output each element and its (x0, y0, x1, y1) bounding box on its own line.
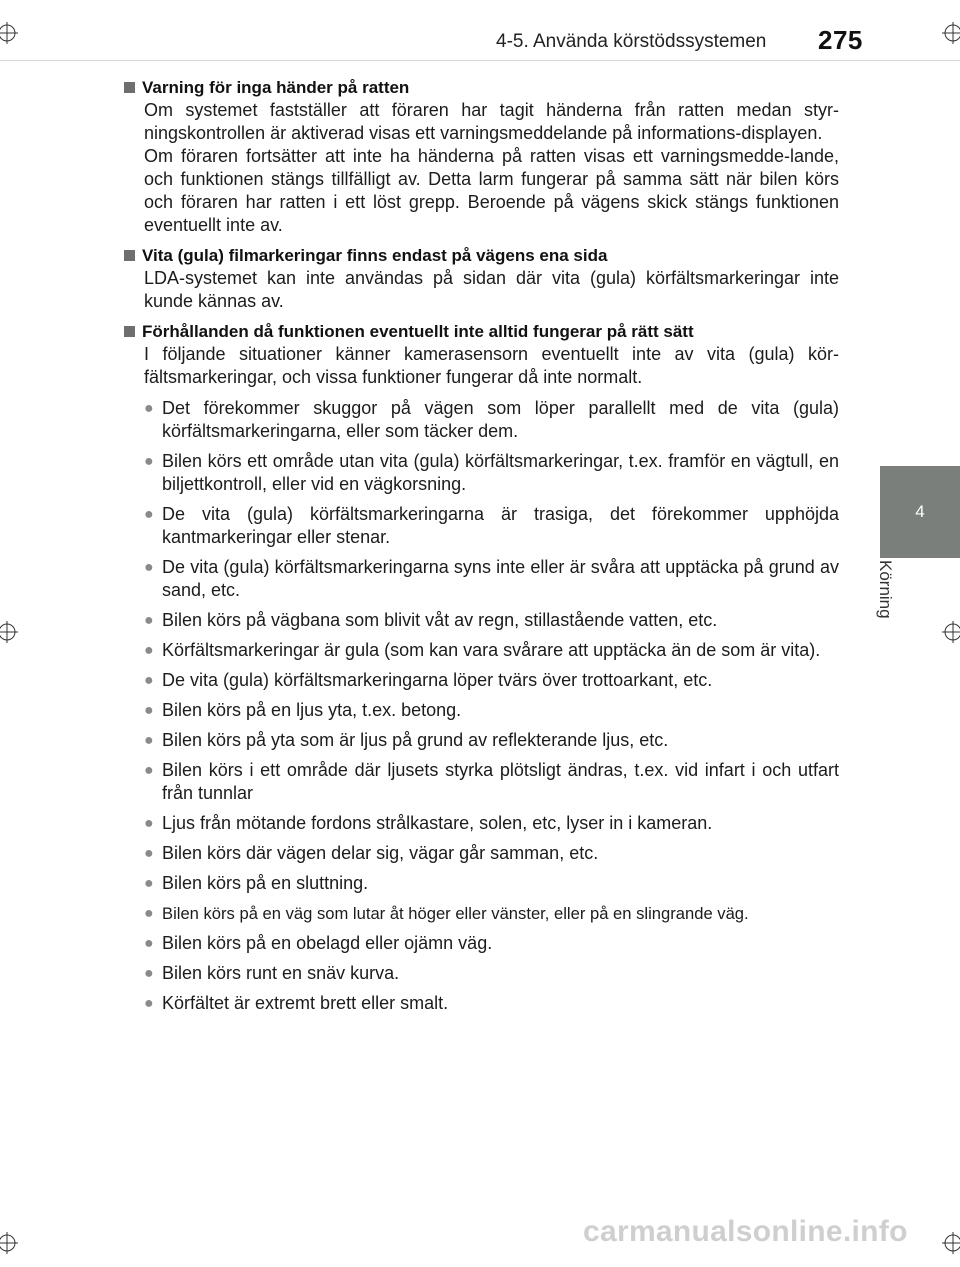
registration-mark-icon (0, 22, 18, 44)
circle-bullet-icon: ● (144, 400, 154, 417)
list-item-text: De vita (gula) körfältsmarkeringarna löper tvärs över trottoarkant, etc. (162, 670, 713, 690)
list-item (144, 609, 839, 632)
section-body (124, 99, 839, 237)
list-item (144, 699, 839, 722)
section-heading (124, 244, 839, 267)
chapter-number: 4 (915, 502, 925, 521)
circle-bullet-icon: ● (144, 559, 154, 576)
circle-bullet-icon: ● (144, 845, 154, 862)
paragraph: LDA-systemet kan inte användas på sidan där vita (gula) körfältsmarkeringar inte kunde kännas av. (144, 268, 839, 311)
list-item-text: De vita (gula) körfältsmarkeringarna syns inte eller är svåra att upptäcka på grund av sand, etc. (162, 557, 839, 600)
list-item (144, 503, 839, 549)
circle-bullet-icon: ● (144, 506, 154, 523)
watermark: carmanualsonline.info (583, 1215, 908, 1248)
list-item-text: De vita (gula) körfältsmarkeringarna är trasiga, det förekommer upphöjda kantmarkeringar eller stenar. (162, 504, 839, 547)
list-item-text: Bilen körs runt en snäv kurva. (162, 963, 400, 983)
list-item-text: Bilen körs på en ljus yta, t.ex. betong. (162, 700, 462, 720)
list-item-text: Bilen körs på en väg som lutar åt höger eller vänster, eller på en slingrande väg. (162, 904, 749, 923)
list-item (144, 962, 839, 985)
circle-bullet-icon: ● (144, 453, 154, 470)
conditions-list (124, 397, 839, 1015)
list-item-text: Bilen körs på vägbana som blivit våt av regn, stillastående vatten, etc. (162, 610, 718, 630)
registration-mark-icon (0, 1232, 18, 1254)
paragraph: I följande situationer känner kamerasensorn eventuellt inte av vita (gula) kör-fältsmarkeringar, och vissa funktioner fungerar då inte normalt. (144, 344, 839, 387)
square-bullet-icon (124, 82, 135, 93)
circle-bullet-icon: ● (144, 732, 154, 749)
list-item (144, 556, 839, 602)
square-bullet-icon (124, 250, 135, 261)
list-item (144, 842, 839, 865)
paragraph: Om systemet fastställer att föraren har tagit händerna från ratten medan styr-ningskontrollen är aktiverad visas ett varningsmeddelande på informations-displayen. (144, 100, 839, 143)
section-heading (124, 320, 839, 343)
circle-bullet-icon: ● (144, 875, 154, 892)
circle-bullet-icon: ● (144, 935, 154, 952)
list-item (144, 992, 839, 1015)
section-body (124, 343, 839, 389)
page-content (124, 76, 839, 1022)
circle-bullet-icon: ● (144, 905, 154, 922)
chapter-label-wrap (876, 560, 910, 640)
list-item (144, 759, 839, 805)
header-rule (0, 60, 960, 61)
registration-mark-icon (942, 621, 960, 643)
header-section-title: 4-5. Använda körstödssystemen (496, 31, 767, 52)
list-item-text: Bilen körs ett område utan vita (gula) körfältsmarkeringar, t.ex. framför en vägtull, en biljettkontroll, eller vid en vägkorsning. (162, 451, 839, 494)
paragraph: Om föraren fortsätter att inte ha händerna på ratten visas ett varningsmedde-lande, och funktionen stängs tillfälligt av. Detta larm fungerar på samma sätt när bilen körs och föraren har ratten i ett löst grepp. Beroende på vägens skick stängs funktionen eventuellt inte av. (144, 146, 839, 235)
list-item-text: Det förekommer skuggor på vägen som löper parallellt med de vita (gula) körfältsmarkeringarna, eller som täcker dem. (162, 398, 839, 441)
registration-mark-icon (942, 22, 960, 44)
circle-bullet-icon: ● (144, 672, 154, 689)
list-item (144, 812, 839, 835)
list-item-text: Bilen körs på yta som är ljus på grund av reflekterande ljus, etc. (162, 730, 669, 750)
circle-bullet-icon: ● (144, 642, 154, 659)
chapter-tab (880, 466, 960, 558)
list-item (144, 872, 839, 895)
section-title: Vita (gula) filmarkeringar finns endast på vägens ena sida (142, 246, 608, 265)
circle-bullet-icon: ● (144, 762, 154, 779)
section-one-side-markings (124, 244, 839, 313)
section-title: Förhållanden då funktionen eventuellt inte alltid fungerar på rätt sätt (142, 322, 694, 341)
list-item (144, 669, 839, 692)
list-item (144, 397, 839, 443)
list-item (144, 639, 839, 662)
circle-bullet-icon: ● (144, 815, 154, 832)
circle-bullet-icon: ● (144, 612, 154, 629)
section-no-hands-warning (124, 76, 839, 237)
section-title: Varning för inga händer på ratten (142, 78, 410, 97)
list-item (144, 902, 839, 925)
page-number: 275 (818, 25, 863, 55)
list-item-text: Bilen körs på en obelagd eller ojämn väg. (162, 933, 493, 953)
list-item-text: Körfältet är extremt brett eller smalt. (162, 993, 449, 1013)
list-item (144, 729, 839, 752)
list-item-text: Bilen körs i ett område där ljusets styrka plötsligt ändras, t.ex. vid infart i och utfart från tunnlar (162, 760, 839, 803)
registration-mark-icon (942, 1232, 960, 1254)
circle-bullet-icon: ● (144, 995, 154, 1012)
section-heading (124, 76, 839, 99)
square-bullet-icon (124, 326, 135, 337)
list-item-text: Ljus från mötande fordons strålkastare, solen, etc, lyser in i kameran. (162, 813, 713, 833)
list-item-text: Körfältsmarkeringar är gula (som kan vara svårare att upptäcka än de som är vita). (162, 640, 821, 660)
section-body (124, 267, 839, 313)
circle-bullet-icon: ● (144, 702, 154, 719)
chapter-title: Körning (876, 560, 895, 619)
registration-mark-icon (0, 621, 18, 643)
circle-bullet-icon: ● (144, 965, 154, 982)
list-item (144, 450, 839, 496)
list-item-text: Bilen körs där vägen delar sig, vägar går samman, etc. (162, 843, 599, 863)
list-item (144, 932, 839, 955)
section-conditions (124, 320, 839, 1015)
list-item-text: Bilen körs på en sluttning. (162, 873, 369, 893)
